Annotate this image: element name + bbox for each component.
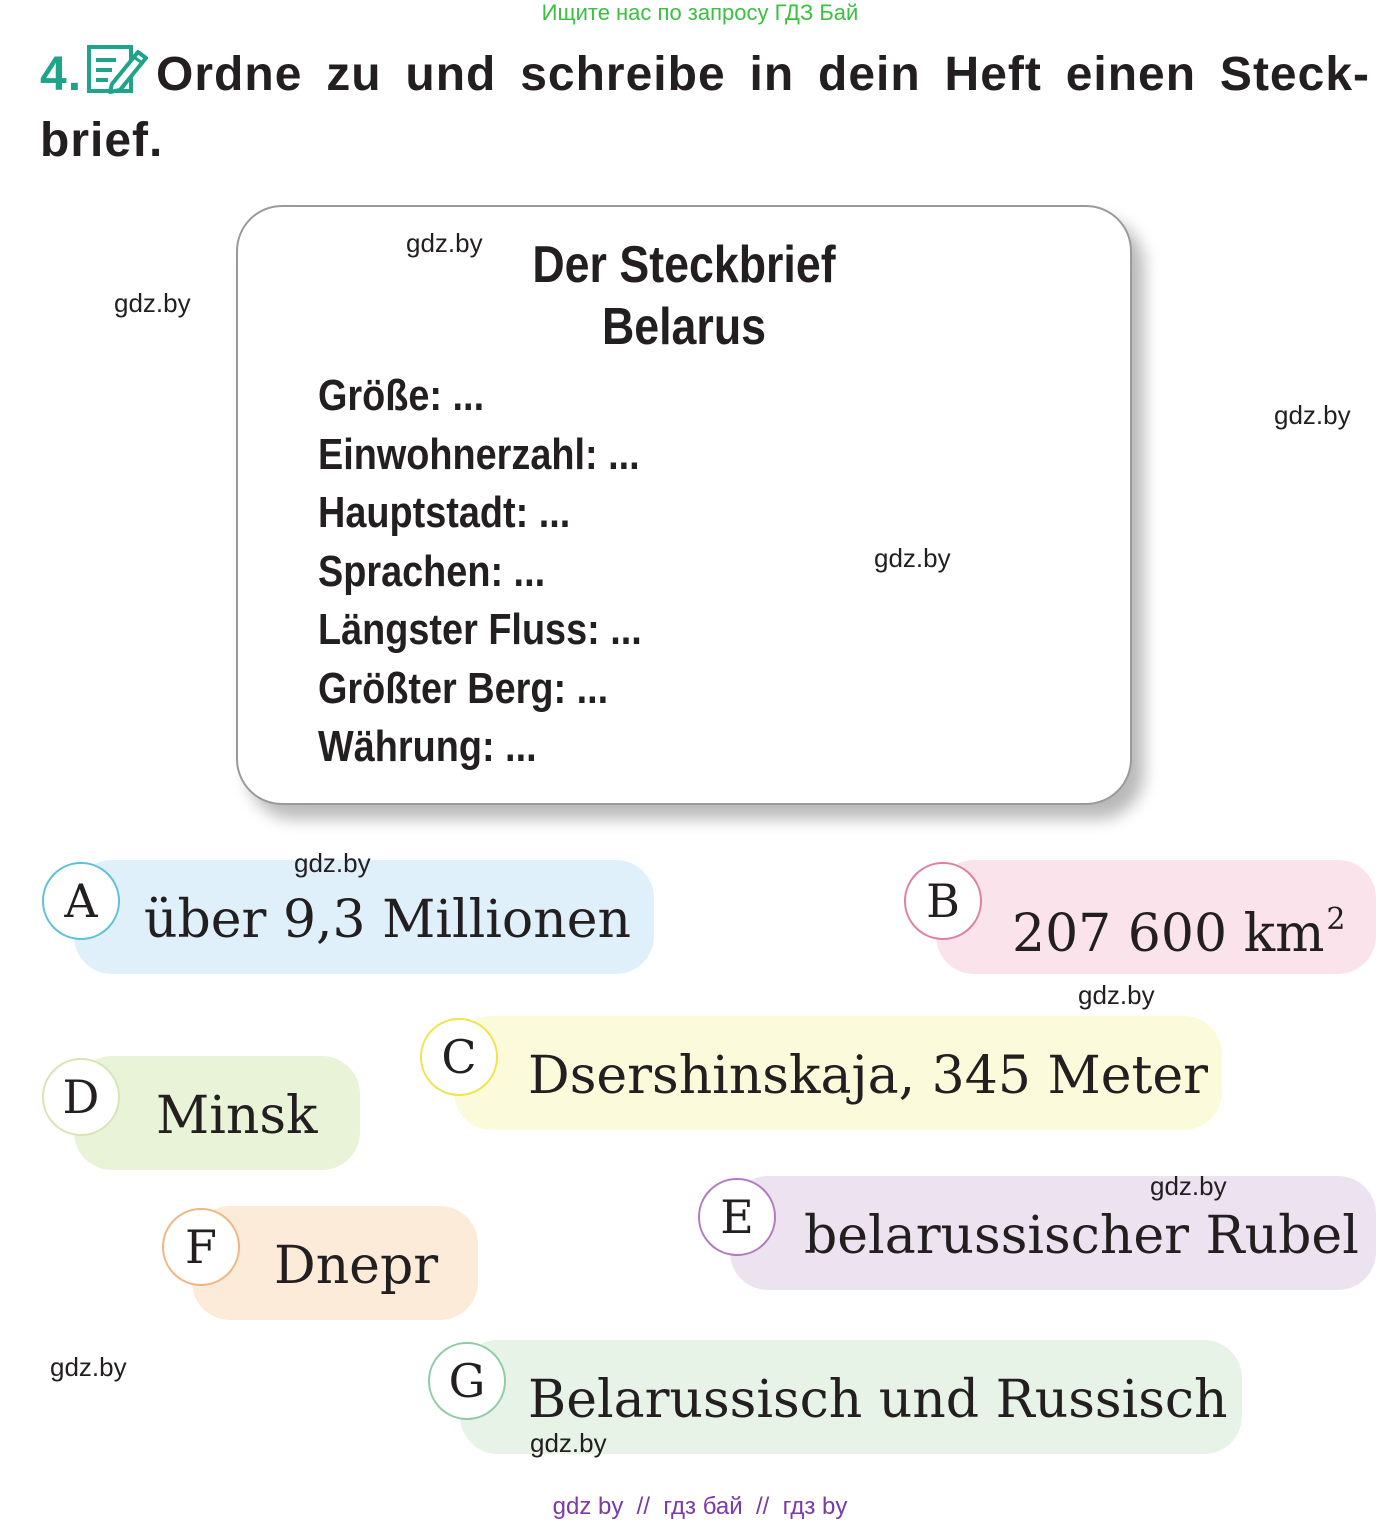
card-title: Der Steckbrief [532, 236, 836, 294]
field-sprachen: Sprachen: ... [318, 546, 546, 596]
card-subtitle: Belarus [601, 298, 767, 356]
option-g-badge: G [428, 1342, 506, 1420]
option-b-value: 207 600 km [1012, 904, 1325, 964]
watermark: gdz.by [50, 1352, 127, 1382]
option-b-badge: B [904, 862, 982, 940]
watermark: gdz.by [1078, 980, 1155, 1010]
option-b-text [1012, 890, 1345, 964]
watermark: gdz.by [294, 848, 371, 878]
task-instruction: Ordne zu und schreibe in dein Heft einen Steck-brief. [40, 48, 1370, 167]
footer-links[interactable]: gdz by // гдз бай // гдз by [552, 1493, 848, 1520]
watermark: gdz.by [1274, 400, 1351, 430]
option-f-text: Dnepr [274, 1236, 439, 1296]
option-d-text: Minsk [156, 1086, 318, 1146]
option-b-superscript: 2 [1326, 902, 1346, 937]
steckbrief-fields [318, 367, 695, 777]
watermark: gdz.by [114, 288, 191, 318]
watermark: gdz.by [406, 228, 483, 258]
option-f-badge: F [162, 1208, 240, 1286]
field-groesster-berg: Größter Berg: ... [318, 663, 609, 713]
field-hauptstadt: Hauptstadt: ... [318, 488, 571, 537]
field-groesse: Größe: ... [318, 371, 485, 420]
option-d-badge: D [42, 1058, 120, 1136]
option-e-badge: E [698, 1178, 776, 1256]
option-a-badge: A [42, 862, 120, 940]
watermark: gdz.by [1150, 1171, 1227, 1201]
field-laengster-fluss: Längster Fluss: ... [318, 605, 642, 654]
task-number: 4. [40, 48, 83, 101]
task-header [40, 44, 1370, 171]
option-c-text: Dsershinskaja, 345 Meter [528, 1046, 1209, 1106]
top-banner[interactable]: Ищите нас по запросу ГДЗ Бай [541, 0, 859, 25]
option-c-badge: C [420, 1018, 498, 1096]
option-g-text: Belarussisch und Russisch [528, 1370, 1228, 1430]
option-a-text: über 9,3 Millionen [144, 890, 631, 950]
option-e-text: belarussischer Rubel [804, 1206, 1359, 1266]
pencil-notebook-icon [86, 44, 148, 111]
field-einwohnerzahl: Einwohnerzahl: ... [318, 429, 640, 479]
field-waehrung: Währung: ... [318, 722, 537, 771]
steckbrief-card [236, 205, 1132, 805]
watermark: gdz.by [874, 543, 951, 573]
watermark: gdz.by [530, 1428, 607, 1458]
